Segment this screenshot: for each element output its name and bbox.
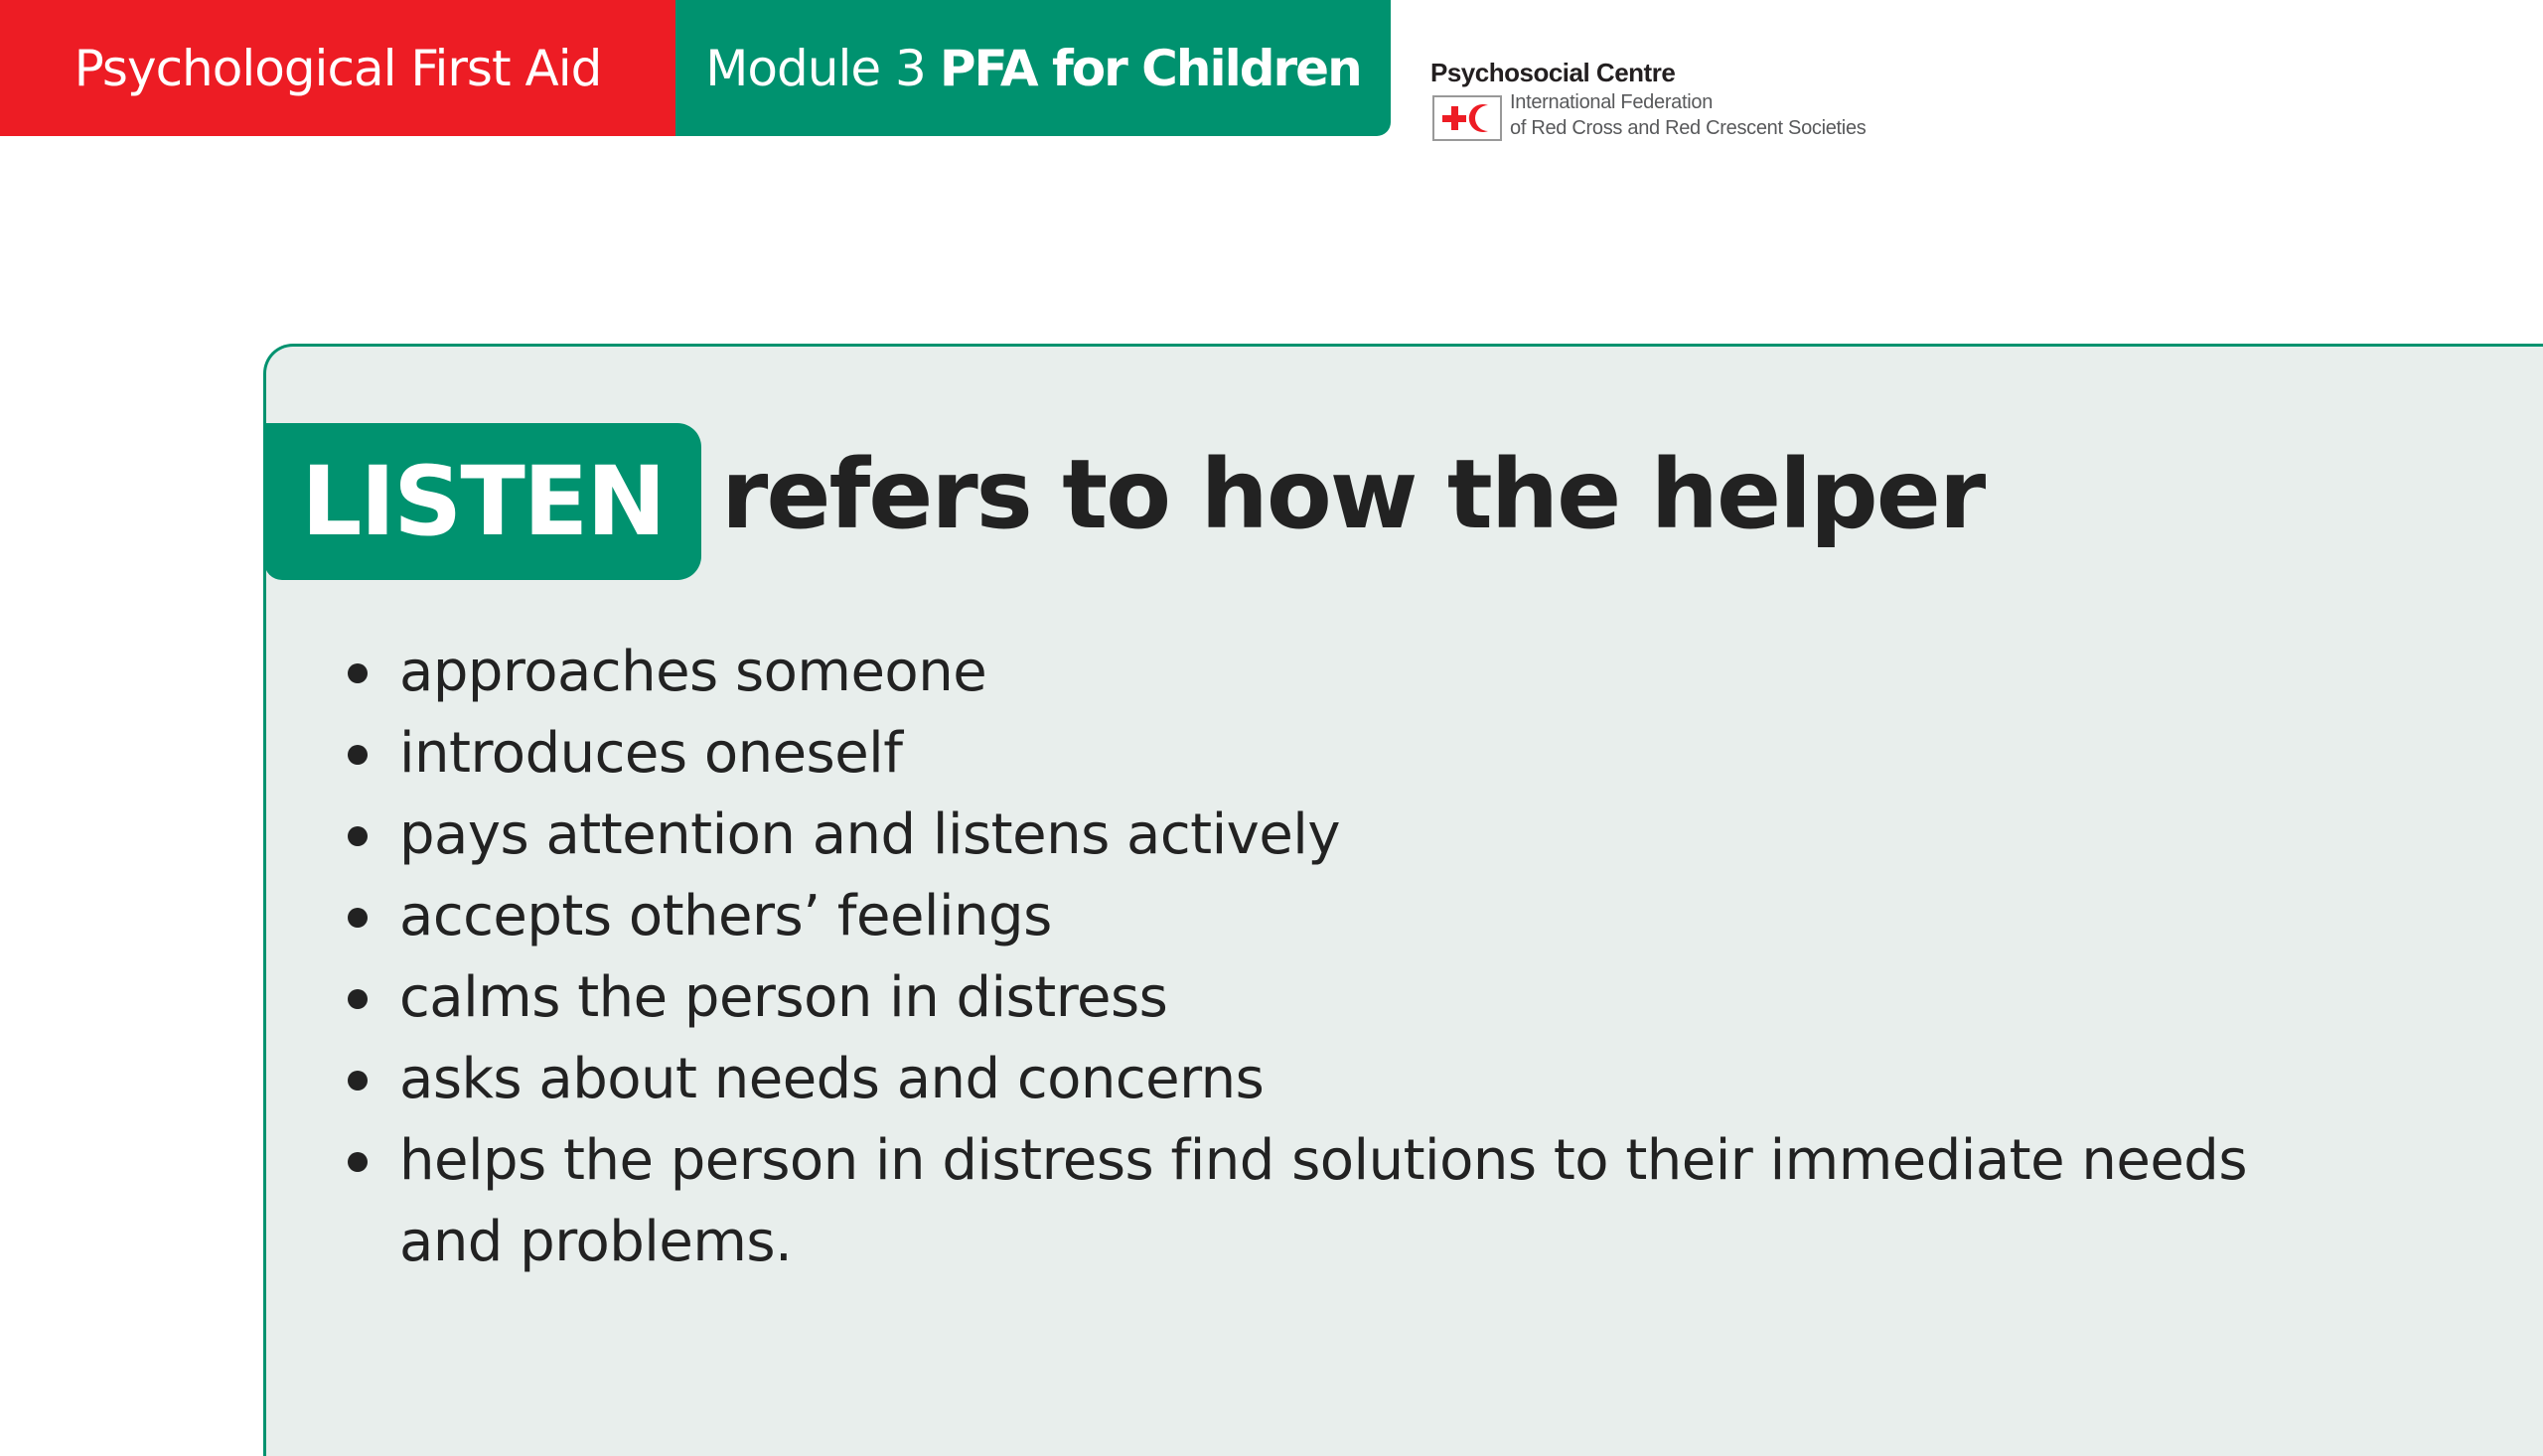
module-title: PFA for Children xyxy=(939,39,1361,97)
red-cross-crescent-icon xyxy=(1432,95,1502,141)
psychosocial-centre-logo xyxy=(1430,58,1907,147)
logo-title: Psychosocial Centre xyxy=(1430,58,1676,87)
slide-heading: refers to how the helper xyxy=(721,439,1985,550)
bullet-item: calms the person in distress xyxy=(338,957,2324,1039)
bullet-item: approaches someone xyxy=(338,632,2324,713)
course-title: Psychological First Aid xyxy=(74,39,602,97)
bullet-item: helps the person in distress find solutions to their immediate needs and problems. xyxy=(338,1120,2324,1283)
logo-org-line2: of Red Cross and Red Crescent Societies xyxy=(1510,117,1867,139)
header-bar xyxy=(0,0,1391,136)
bullet-list xyxy=(338,632,2324,1283)
bullet-item: asks about needs and concerns xyxy=(338,1039,2324,1120)
bullet-item: accepts others’ feelings xyxy=(338,876,2324,957)
bullet-item: pays attention and listens actively xyxy=(338,795,2324,876)
course-title-tab xyxy=(0,0,675,136)
bullet-item: introduces oneself xyxy=(338,713,2324,795)
module-label: Module 3 xyxy=(705,39,926,97)
module-tab xyxy=(675,0,1391,136)
logo-org-line1: International Federation xyxy=(1510,91,1714,113)
badge-label: LISTEN xyxy=(301,446,665,557)
listen-badge xyxy=(264,423,701,580)
